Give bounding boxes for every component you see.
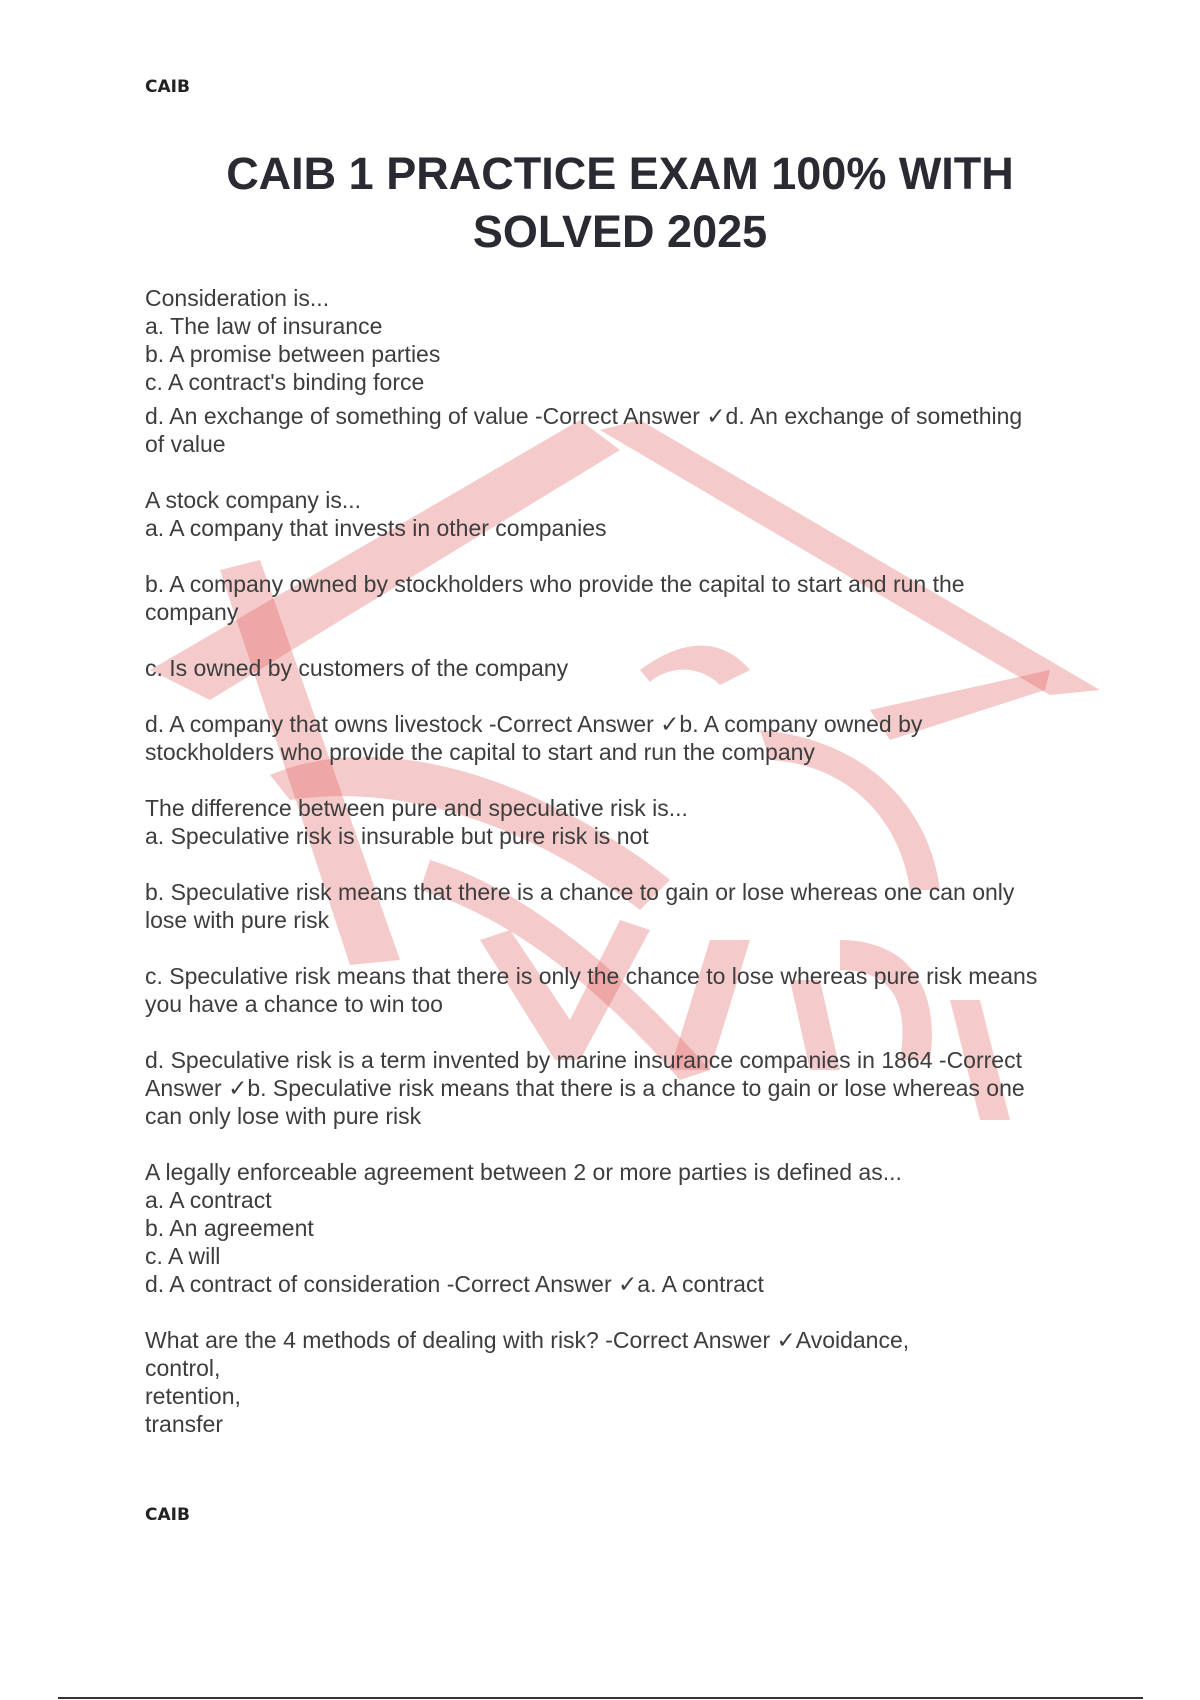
option-d-with-answer: d. Speculative risk is a term invented by marine insurance companies in 1864 -Correct <box>145 1047 1022 1073</box>
question-block-2 <box>145 486 1095 766</box>
option-c: c. A contract's binding force <box>145 369 425 395</box>
option-c: c. A will <box>145 1243 221 1269</box>
option-d-with-answer: d. A contract of consideration -Correct Answer ✓a. A contract <box>145 1271 764 1297</box>
option-b-cont: lose with pure risk <box>145 907 330 933</box>
question-block-3 <box>145 794 1095 1130</box>
question-block-1 <box>145 284 1095 458</box>
option-a: a. The law of insurance <box>145 313 383 339</box>
option-d-with-answer-cont: can only lose with pure risk <box>145 1103 422 1129</box>
option-d-with-answer: d. An exchange of something of value -Correct Answer ✓d. An exchange of something <box>145 403 1023 429</box>
answer-item: control, <box>145 1355 221 1381</box>
answer-item: retention, <box>145 1383 241 1409</box>
question-text: A stock company is... <box>145 487 362 513</box>
title-line-2: SOLVED 2025 <box>472 206 768 257</box>
option-b-cont: company <box>145 599 239 625</box>
option-d-with-answer-cont: Answer ✓b. Speculative risk means that there is a chance to gain or lose whereas one <box>145 1075 1025 1101</box>
option-b: b. An agreement <box>145 1215 314 1241</box>
option-d-with-answer: d. A company that owns livestock -Correct Answer ✓b. A company owned by <box>145 711 923 737</box>
question-block-5 <box>145 1326 1095 1438</box>
running-footer: CAIB <box>145 1505 190 1525</box>
option-a: a. Speculative risk is insurable but pure risk is not <box>145 823 649 849</box>
option-c: c. Speculative risk means that there is only the chance to lose whereas pure risk means <box>145 963 1038 989</box>
running-header: CAIB <box>145 77 190 97</box>
document-title <box>80 145 1160 261</box>
option-d-with-answer-cont: of value <box>145 431 226 457</box>
option-b: b. A promise between parties <box>145 341 441 367</box>
question-text: Consideration is... <box>145 285 330 311</box>
option-a: a. A company that invests in other companies <box>145 515 607 541</box>
title-line-1: CAIB 1 PRACTICE EXAM 100% WITH <box>226 148 1014 199</box>
option-d-with-answer-cont: stockholders who provide the capital to start and run the company <box>145 739 815 765</box>
option-b: b. Speculative risk means that there is a chance to gain or lose whereas one can only <box>145 879 1015 905</box>
option-c-cont: you have a chance to win too <box>145 991 443 1017</box>
question-text: A legally enforceable agreement between 2 or more parties is defined as... <box>145 1159 902 1185</box>
answer-item: transfer <box>145 1411 223 1437</box>
question-text-with-answer: What are the 4 methods of dealing with risk? -Correct Answer ✓Avoidance, <box>145 1327 910 1353</box>
footer-divider <box>58 1697 1143 1699</box>
option-b: b. A company owned by stockholders who provide the capital to start and run the <box>145 571 965 597</box>
option-a: a. A contract <box>145 1187 272 1213</box>
question-text: The difference between pure and speculative risk is... <box>145 795 688 821</box>
question-block-4 <box>145 1158 1095 1298</box>
exam-content <box>145 284 1095 1438</box>
option-c: c. Is owned by customers of the company <box>145 655 569 681</box>
